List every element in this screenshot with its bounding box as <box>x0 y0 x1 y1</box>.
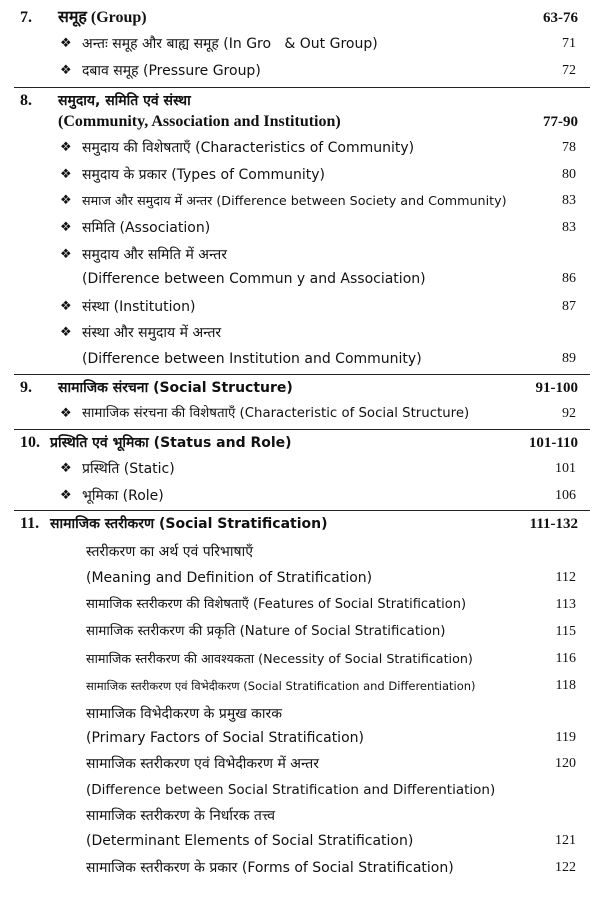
bullet-icon: ❖ <box>60 247 72 262</box>
entry-page: 120 <box>555 756 576 771</box>
toc-chapter-9 <box>0 376 600 400</box>
entry-title: सामाजिक विभेदीकरण के प्रमुख कारक <box>86 706 282 722</box>
entry-page: 92 <box>562 406 576 421</box>
chapter-number: 8. <box>20 92 32 109</box>
toc-entry <box>0 620 600 644</box>
entry-title: दबाव समूह (Pressure Group) <box>82 63 261 79</box>
chapter-page-range: 91-100 <box>535 380 578 396</box>
toc-chapter-10 <box>0 431 600 455</box>
entry-title: सामाजिक स्तरीकरण एवं विभेदीकरण में अन्तर <box>86 756 320 772</box>
entry-title: (Determinant Elements of Social Stratification) <box>86 833 414 849</box>
toc-entry <box>0 216 600 240</box>
divider <box>14 429 590 430</box>
chapter-title: प्रस्थिति एवं भूमिका (Status and Role) <box>50 435 292 451</box>
chapter-number: 11. <box>20 515 40 532</box>
entry-page: 119 <box>555 730 576 745</box>
chapter-title: समुदाय, समिति एवं संस्था <box>58 93 191 109</box>
entry-page: 86 <box>562 271 576 286</box>
bullet-icon: ❖ <box>60 325 72 340</box>
entry-title: (Difference between Social Stratification and Differentiation) <box>86 782 496 798</box>
entry-page: 116 <box>555 651 576 666</box>
entry-page: 71 <box>562 36 576 51</box>
bullet-icon: ❖ <box>60 488 72 503</box>
entry-page: 87 <box>562 299 576 314</box>
chapter-number: 9. <box>20 379 32 396</box>
toc-entry <box>0 674 600 698</box>
divider <box>14 374 590 375</box>
toc-entry <box>0 243 600 267</box>
chapter-number: 7. <box>20 9 32 26</box>
toc-entry <box>0 321 600 345</box>
entry-page: 122 <box>555 860 576 875</box>
bullet-icon: ❖ <box>60 406 72 421</box>
toc-chapter-11 <box>0 512 600 536</box>
chapter-page-range: 111-132 <box>529 516 578 532</box>
toc-entry <box>0 163 600 187</box>
entry-page: 112 <box>555 570 576 585</box>
toc-chapter-7 <box>0 6 600 30</box>
entry-title: प्रस्थिति (Static) <box>82 461 175 477</box>
entry-title: समाज और समुदाय में अन्तर (Difference between Society and Community) <box>82 193 507 208</box>
divider <box>14 87 590 88</box>
bullet-icon: ❖ <box>60 63 72 78</box>
entry-title: समुदाय के प्रकार (Types of Community) <box>82 167 325 183</box>
entry-title: सामाजिक स्तरीकरण की आवश्यकता (Necessity of Social Stratification) <box>86 651 473 666</box>
entry-title: सामाजिक स्तरीकरण एवं विभेदीकरण (Social Stratification and Differentiation) <box>86 679 476 693</box>
entry-title: (Difference between Commun ‌y and Association) <box>82 271 426 287</box>
toc-chapter-8-subtitle <box>0 110 600 134</box>
entry-title: (Difference between Institution and Community) <box>82 351 422 367</box>
toc-entry <box>0 189 600 213</box>
entry-title: सामाजिक स्तरीकरण की विशेषताएँ (Features of Social Stratification) <box>86 597 467 612</box>
entry-title: संस्था और समुदाय में अन्तर <box>82 325 222 341</box>
entry-title: भूमिका (Role) <box>82 488 164 504</box>
bullet-icon: ❖ <box>60 140 72 155</box>
toc-entry-continuation <box>0 778 600 802</box>
entry-title: संस्था (Institution) <box>82 299 196 315</box>
entry-title: सामाजिक संरचना की विशेषताएँ (Characteristic of Social Structure) <box>82 406 470 421</box>
entry-title: सामाजिक स्तरीकरण की प्रकृति (Nature of Social Stratification) <box>86 624 446 639</box>
chapter-page-range: 63-76 <box>543 10 578 26</box>
toc-entry <box>0 402 600 426</box>
toc-entry <box>0 856 600 880</box>
entry-page: 121 <box>555 833 576 848</box>
bullet-icon: ❖ <box>60 461 72 476</box>
toc-entry <box>0 484 600 508</box>
bullet-icon: ❖ <box>60 299 72 314</box>
entry-page: 78 <box>562 140 576 155</box>
toc-entry-continuation <box>0 267 600 291</box>
bullet-icon: ❖ <box>60 167 72 182</box>
toc-entry <box>0 647 600 671</box>
bullet-icon: ❖ <box>60 193 72 208</box>
toc-entry <box>0 136 600 160</box>
chapter-title: सामाजिक स्तरीकरण (Social Stratification) <box>50 516 328 532</box>
entry-title: (Meaning and Definition of Stratification) <box>86 570 373 586</box>
entry-page: 113 <box>555 597 576 612</box>
entry-title: समुदाय की विशेषताएँ (Characteristics of Community) <box>82 140 415 156</box>
bullet-icon: ❖ <box>60 220 72 235</box>
entry-page: 118 <box>555 678 576 693</box>
toc-entry <box>0 32 600 56</box>
entry-title: समिति (Association) <box>82 220 211 236</box>
toc-entry <box>0 457 600 481</box>
entry-page: 106 <box>555 488 576 503</box>
chapter-title: सामाजिक संरचना (Social Structure) <box>58 380 293 396</box>
toc-entry <box>0 593 600 617</box>
entry-title: सामाजिक स्तरीकरण के प्रकार (Forms of Social Stratification) <box>86 860 454 876</box>
bullet-icon: ❖ <box>60 36 72 51</box>
entry-page: 83 <box>562 193 576 208</box>
chapter-title: समूह (Group) <box>58 9 147 26</box>
entry-page: 83 <box>562 220 576 235</box>
toc-entry <box>0 702 600 726</box>
chapter-number: 10. <box>20 434 40 451</box>
entry-title: समुदाय और समिति में अन्तर <box>82 247 228 263</box>
entry-title: अन्तः समूह और बाह्य समूह (In Gro ‌ ‌ & Out Group) <box>82 36 378 52</box>
entry-page: 115 <box>555 624 576 639</box>
entry-page: 101 <box>555 461 576 476</box>
entry-page: 89 <box>562 351 576 366</box>
chapter-title-english: (Community, Association and Institution) <box>58 113 341 130</box>
entry-title: सामाजिक स्तरीकरण के निर्धारक तत्त्व <box>86 808 276 824</box>
toc-entry <box>0 540 600 564</box>
entry-title: (Primary Factors of Social Stratification) <box>86 730 364 746</box>
toc-entry <box>0 804 600 828</box>
toc-entry <box>0 752 600 776</box>
entry-title: स्तरीकरण का अर्थ एवं परिभाषाएँ <box>86 544 253 560</box>
chapter-page-range: 101-110 <box>528 435 578 451</box>
toc-entry-continuation <box>0 566 600 590</box>
toc-entry <box>0 295 600 319</box>
chapter-page-range: 77-90 <box>543 114 578 130</box>
divider <box>14 510 590 511</box>
toc-entry <box>0 59 600 83</box>
entry-page: 72 <box>562 63 576 78</box>
toc-entry-continuation <box>0 829 600 853</box>
entry-page: 80 <box>562 167 576 182</box>
toc-entry-continuation <box>0 347 600 371</box>
toc-entry-continuation <box>0 726 600 750</box>
